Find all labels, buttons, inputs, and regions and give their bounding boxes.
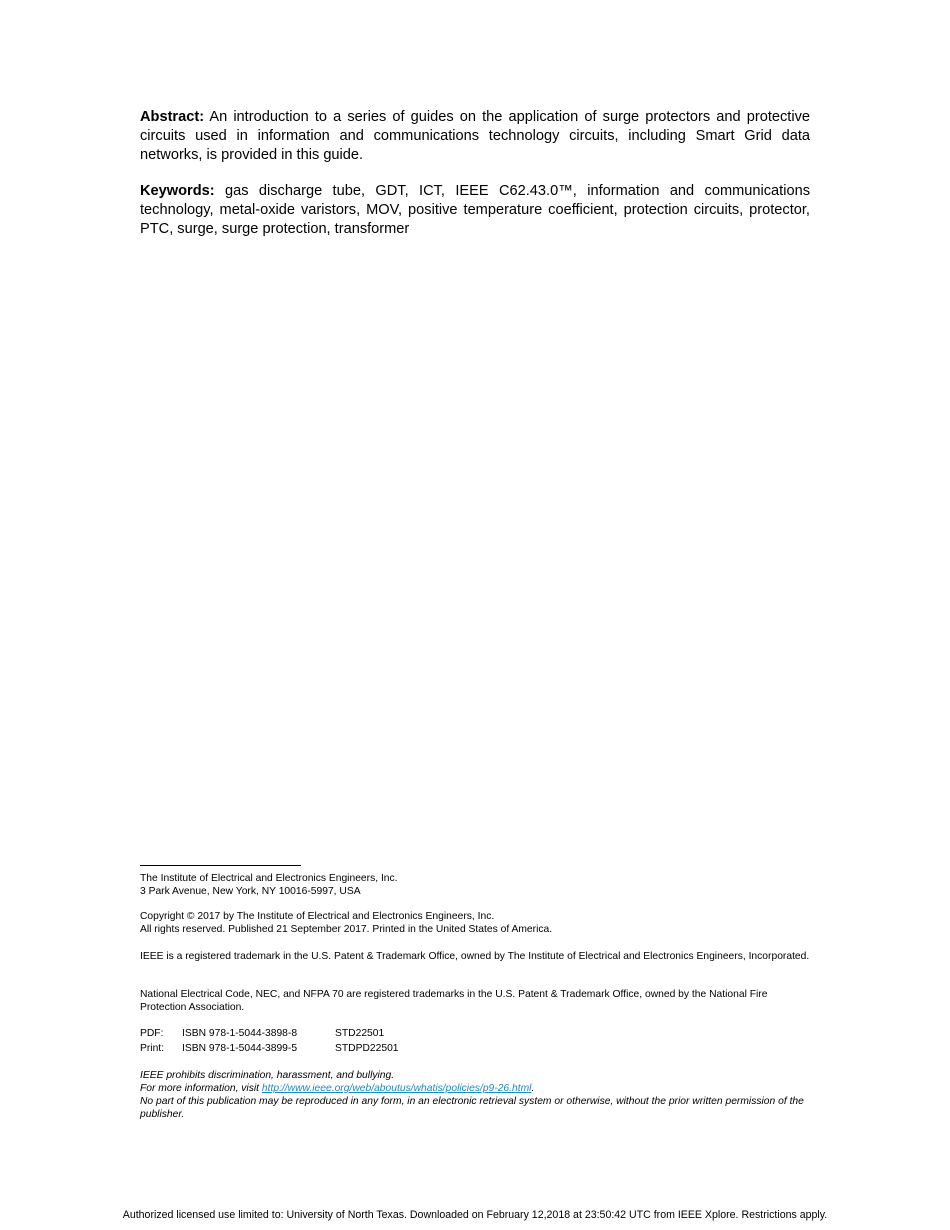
notice-line-1: IEEE prohibits discrimination, harassment, and bullying.: [140, 1070, 395, 1081]
isbn-format-label: PDF:: [140, 1028, 164, 1039]
policy-notice: [140, 1069, 812, 1121]
copyright-line-2: All rights reserved. Published 21 September 2017. Printed in the United States of America.: [140, 924, 553, 935]
notice-line-3: No part of this publication may be reproduced in any form, in an electronic retrieval system or otherwise, without the prior written permission of the publisher.: [140, 1096, 804, 1120]
isbn-table: [140, 1027, 812, 1057]
notice-line-2-prefix: For more information, visit: [140, 1083, 262, 1094]
isbn-std-code: STD22501: [335, 1028, 385, 1039]
abstract-label: Abstract:: [140, 109, 205, 125]
copyright-notice: [140, 910, 812, 936]
ieee-trademark-notice: IEEE is a registered trademark in the U.S. Patent & Trademark Office, owned by The Institute of Electrical and Electronics Engineers, Incorporated.: [140, 951, 810, 962]
publisher-address: [140, 872, 812, 898]
isbn-format-label: Print:: [140, 1043, 165, 1054]
keywords-text: gas discharge tube, GDT, ICT, IEEE C62.43.0™, information and communications technology, metal-oxide varistors, MOV, positive temperature coefficient, protection circuits, protector, PTC, surge, surge protection, transformer: [140, 183, 810, 237]
policy-link[interactable]: http://www.ieee.org/web/aboutus/whatis/policies/p9-26.html: [261, 1083, 532, 1094]
abstract-text: An introduction to a series of guides on the application of surge protectors and protective circuits used in information and communications technology circuits, including Smart Grid data networks, is provided in this guide.: [140, 109, 810, 163]
copyright-line-1: Copyright © 2017 by The Institute of Electrical and Electronics Engineers, Inc.: [140, 911, 495, 922]
isbn-std-code: STDPD22501: [335, 1043, 399, 1054]
address-line-1: The Institute of Electrical and Electronics Engineers, Inc.: [140, 873, 398, 884]
address-line-2: 3 Park Avenue, New York, NY 10016-5997, USA: [140, 886, 361, 897]
authorization-notice: Authorized licensed use limited to: University of North Texas. Downloaded on February 12,2018 at 23:50:42 UTC from IEEE Xplore. Restrictions apply.: [122, 1209, 828, 1221]
nec-trademark-notice: National Electrical Code, NEC, and NFPA 70 are registered trademarks in the U.S. Patent & Trademark Office, owned by the National Fire Protection Association.: [140, 989, 768, 1013]
isbn-number: ISBN 978-1-5044-3899-5: [182, 1043, 298, 1054]
keywords-paragraph: [140, 182, 810, 239]
keywords-label: Keywords:: [140, 183, 215, 199]
isbn-row-print: [140, 1042, 812, 1057]
abstract-paragraph: [140, 108, 810, 165]
footnote-divider: [140, 865, 301, 866]
notice-line-2-suffix: .: [531, 1083, 535, 1094]
isbn-row-pdf: [140, 1027, 812, 1042]
notice-line-2: [140, 1082, 812, 1095]
isbn-number: ISBN 978-1-5044-3898-8: [182, 1028, 298, 1039]
